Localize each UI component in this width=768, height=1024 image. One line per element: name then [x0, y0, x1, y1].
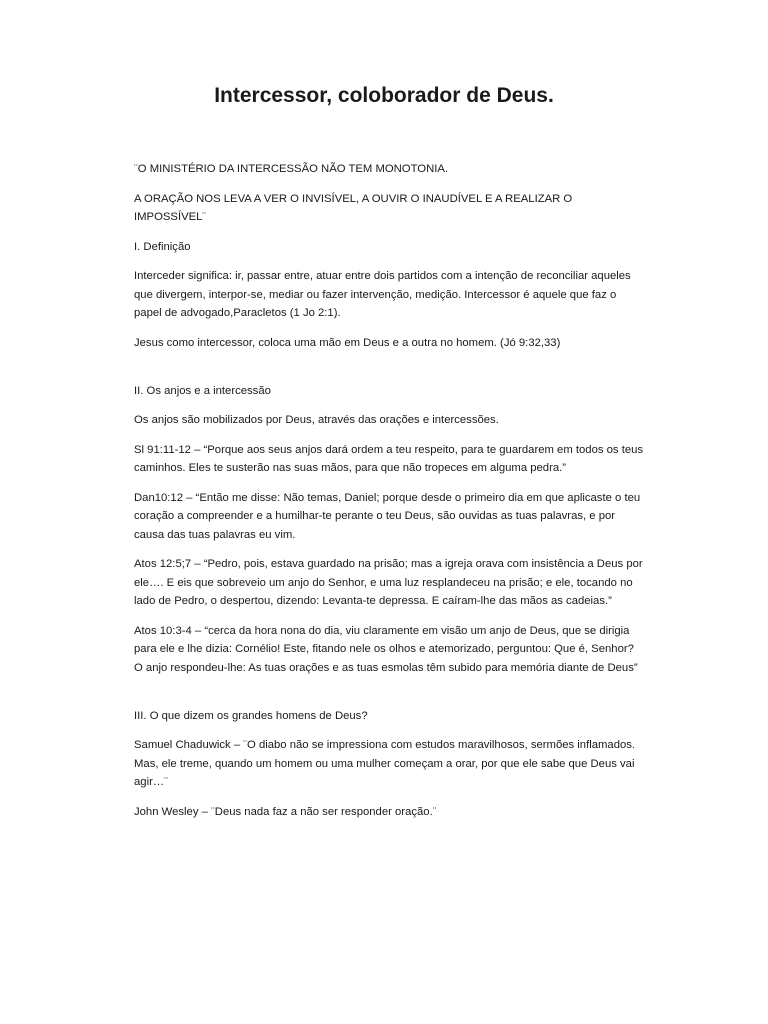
section-heading-definicao: I. Definição — [134, 240, 191, 253]
paragraph-anjos-mobilizados: Os anjos são mobilizados por Deus, através das orações e intercessões. — [134, 414, 499, 426]
paragraph-daniel-10: Dan10:12 – “Então me disse: Não temas, Daniel; porque desde o primeiro dia em que aplicaste o teu coração a compreender e a humilhar-te perante o teu Deus, são ouvidas as tuas palavras, e por causa das tuas palavras eu vim. — [134, 491, 641, 541]
paragraph-jesus-intercessor: Jesus como intercessor, coloca uma mão em Deus e a outra no homem. (Jó 9:32,33) — [134, 336, 561, 349]
blank-line — [134, 688, 644, 707]
paragraph-samuel-chadwick: Samuel Chaduwick – ¨O diabo não se impressiona com estudos maravilhosos, sermões inflamados. Mas, ele treme, quando um homem ou uma mulher começam a orar, por que ele sabe que Deus vai agir…¨ — [134, 739, 636, 788]
document-title: Intercessor, coloborador de Deus. — [214, 84, 554, 107]
paragraph-interceder: Interceder significa: ir, passar entre, atuar entre dois partidos com a intenção de reconciliar aqueles que divergem, interpor-se, mediar ou fazer intervenção, medição. Intercessor é aquele que faz o papel de advogado,Paracletos (1 Jo 2:1). — [134, 270, 631, 319]
document-body — [134, 160, 644, 832]
section-heading-anjos: II. Os anjos e a intercessão — [134, 384, 271, 397]
paragraph-quote-line-2: A ORAÇÃO NOS LEVA A VER O INVISÍVEL, A OUVIR O INAUDÍVEL E A REALIZAR O IMPOSSÍVEL¨ — [134, 192, 573, 223]
paragraph-quote-line-1: ¨O MINISTÉRIO DA INTERCESSÃO NÃO TEM MONOTONIA. — [134, 163, 449, 175]
blank-line — [134, 363, 644, 382]
section-heading-grandes-homens: III. O que dizem os grandes homens de Deus? — [134, 709, 368, 722]
paragraph-atos-10: Atos 10:3-4 – “cerca da hora nona do dia, viu claramente em visão um anjo de Deus, que se dirigia para ele e lhe dizia: Cornélio! Este, fitando nele os olhos e atemorizado, perguntou: Que é, Senhor? O anjo respondeu-lhe: As tuas orações e as tuas esmolas têm subido para memória diante de Deus” — [134, 624, 638, 674]
paragraph-john-wesley: John Wesley – ¨Deus nada faz a não ser responder oração.¨ — [134, 805, 437, 818]
paragraph-salmo-91: Sl 91:11-12 – “Porque aos seus anjos dará ordem a teu respeito, para te guardarem em todos os teus caminhos. Eles te susterão nas suas mãos, para que não tropeces em alguma pedra.” — [134, 443, 644, 474]
paragraph-atos-12: Atos 12:5;7 – “Pedro, pois, estava guardado na prisão; mas a igreja orava com insistência a Deus por ele…. E eis que sobreveio um anjo do Senhor, e uma luz resplandeceu na prisão; e ele, tocando no lado de Pedro, o despertou, dizendo: Levanta-te depressa. E caíram-lhe das mãos as cadeias.” — [134, 558, 643, 607]
